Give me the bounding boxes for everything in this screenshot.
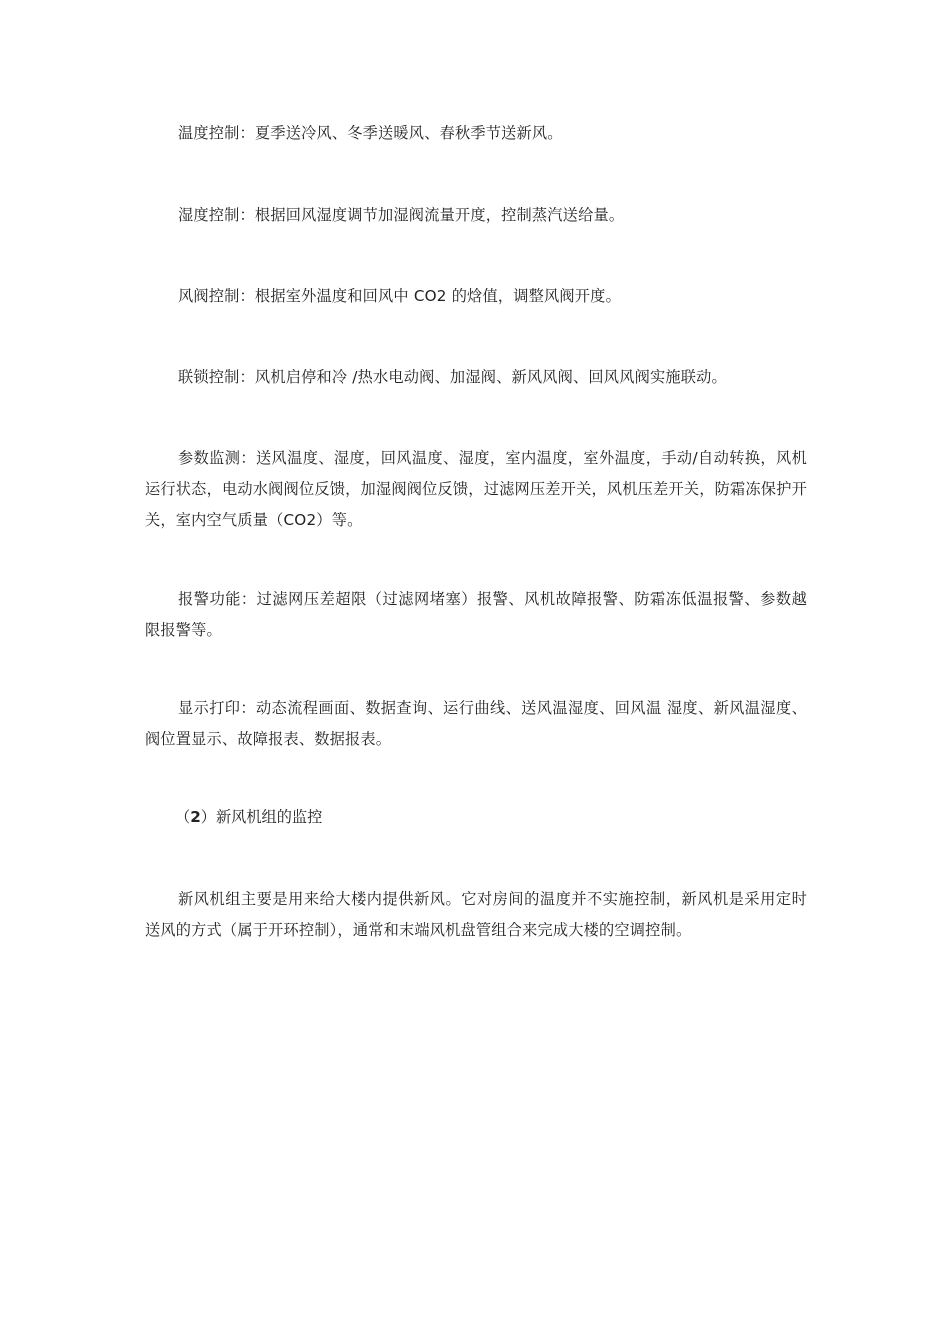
paragraph-interlock-control: 联锁控制：风机启停和冷 /热水电动阀、加湿阀、新风风阀、回风风阀实施联动。: [178, 368, 727, 386]
paragraph-alarm-function: 报警功能：过滤网压差超限（过滤网堵塞）报警、风机故障报警、防霜冻低温报警、参数越限报警等。: [145, 590, 807, 639]
paragraph-humidity-control: 湿度控制：根据回风湿度调节加湿阀流量开度，控制蒸汽送给量。: [178, 206, 625, 224]
section-heading: [145, 802, 807, 833]
paragraph-display-print: 显示打印：动态流程画面、数据查询、运行曲线、送风温湿度、回风温 湿度、新风温湿度、阀位置显示、故障报表、数据报表。: [145, 699, 807, 748]
paragraph-parameter-monitoring: 参数监测：送风温度、湿度，回风温度、湿度，室内温度，室外温度，手动/自动转换，风机运行状态，电动水阀阀位反馈，加湿阀阀位反馈，过滤网压差开关，风机压差开关，防霜冻保护开关，室内空气质量（CO2）等。: [145, 449, 807, 529]
paragraph-temperature-control: 温度控制：夏季送冷风、冬季送暖风、春秋季节送新风。: [178, 124, 563, 142]
heading-open-paren: （: [175, 808, 191, 826]
heading-title: ）新风机组的监控: [200, 808, 323, 826]
paragraph-damper-control: 风阀控制：根据室外温度和回风中 CO2 的焓值，调整风阀开度。: [178, 287, 621, 305]
paragraph-fresh-air-unit: 新风机组主要是用来给大楼内提供新风。它对房间的温度并不实施控制，新风机是采用定时送风的方式（属于开环控制），通常和末端风机盘管组合来完成大楼的空调控制。: [145, 890, 807, 939]
heading-number: 2: [190, 808, 201, 826]
